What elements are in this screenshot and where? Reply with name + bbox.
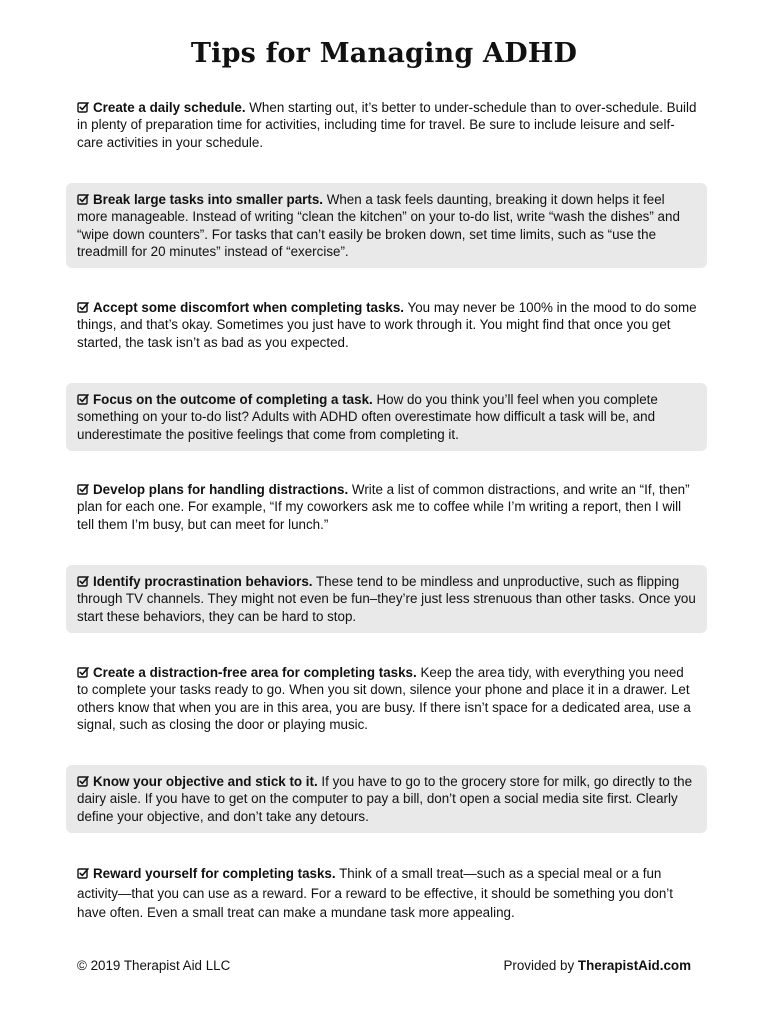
tip-body: When starting out, it’s better to under-schedule than to over-schedule. Build in plenty of preparation time for activities, including time for travel. Be sure to include leisure and self-care activities in your schedule.	[77, 100, 697, 150]
tip-body: Write a list of common distractions, and write an “If, then” plan for each one. For example, “If my coworkers ask me to coffee while I’m writing a report, then I will tell them I’m busy, but can meet for lunch.”	[77, 482, 690, 532]
checkbox-checked-icon	[77, 775, 89, 787]
footer-provided-by	[503, 958, 691, 973]
tip-heading: Reward yourself for completing tasks.	[93, 866, 336, 881]
tip-heading: Accept some discomfort when completing tasks.	[93, 300, 405, 315]
tip-body: If you have to go to the grocery store for milk, go directly to the dairy aisle. If you have to get on the computer to pay a bill, don’t open a social media site first. Clearly define your objective, and don’t take any detours.	[77, 774, 693, 824]
brand-name: TherapistAid.com	[577, 958, 691, 973]
checkbox-checked-icon	[77, 483, 89, 495]
tip-break-large-tasks	[66, 183, 707, 268]
tip-heading: Create a daily schedule.	[93, 100, 246, 115]
tip-body: These tend to be mindless and unproductive, such as flipping through TV channels. They might not even be fun–they’re just less strenuous than other tasks. Once you start these behaviors, they can be hard to stop.	[77, 574, 696, 624]
page-title: Tips for Managing ADHD	[190, 38, 578, 69]
tip-heading: Know your objective and stick to it.	[93, 774, 318, 789]
checkbox-checked-icon	[77, 193, 89, 205]
tip-body: When a task feels daunting, breaking it down helps it feel more manageable. Instead of writing “clean the kitchen” on your to-do list, write “wash the dishes” and “wipe down counters”. For tasks that can’t easily be broken down, set time limits, such as “use the treadmill for 20 minutes” instead of “exercise”.	[77, 192, 680, 259]
checkbox-checked-icon	[77, 393, 89, 405]
checkbox-checked-icon	[77, 666, 89, 678]
tip-accept-discomfort	[66, 291, 707, 359]
tip-create-daily-schedule	[66, 91, 707, 159]
tip-heading: Focus on the outcome of completing a task.	[93, 392, 373, 407]
tip-focus-on-outcome	[66, 383, 707, 451]
tip-heading: Identify procrastination behaviors.	[93, 574, 313, 589]
tip-procrastination-behaviors	[66, 565, 707, 633]
tip-body: How do you think you’ll feel when you complete something on your to-do list? Adults with ADHD often overestimate how difficult a task will be, and underestimate the positive feelings that come from completing it.	[77, 392, 658, 442]
tip-know-your-objective	[66, 765, 707, 833]
tip-reward-yourself	[66, 856, 707, 931]
tip-distraction-free-area	[66, 656, 707, 741]
checkbox-checked-icon	[77, 867, 89, 879]
tip-body: Keep the area tidy, with everything you need to complete your tasks ready to go. When you sit down, silence your phone and place it in a drawer. Let others know that when you are in this area, you are busy. If there isn’t space for a dedicated area, use a signal, such as closing the door or playing music.	[77, 665, 691, 732]
tip-body: Think of a small treat—such as a special meal or a fun activity—that you can use as a reward. For a reward to be effective, it should be something you don’t have often. Even a small treat can make a mundane task more appealing.	[77, 866, 673, 921]
tip-heading: Break large tasks into smaller parts.	[93, 192, 323, 207]
checkbox-checked-icon	[77, 575, 89, 587]
checkbox-checked-icon	[77, 301, 89, 313]
tip-heading: Create a distraction-free area for completing tasks.	[93, 665, 417, 680]
checkbox-checked-icon	[77, 101, 89, 113]
tip-heading: Develop plans for handling distractions.	[93, 482, 349, 497]
provided-by-label: Provided by	[503, 958, 578, 973]
tip-plans-for-distractions	[66, 473, 707, 541]
tip-body: You may never be 100% in the mood to do some things, and that’s okay. Sometimes you just have to work through it. You might find that once you get started, the task isn’t as bad as you expected.	[77, 300, 697, 350]
footer-copyright: © 2019 Therapist Aid LLC	[77, 958, 231, 973]
